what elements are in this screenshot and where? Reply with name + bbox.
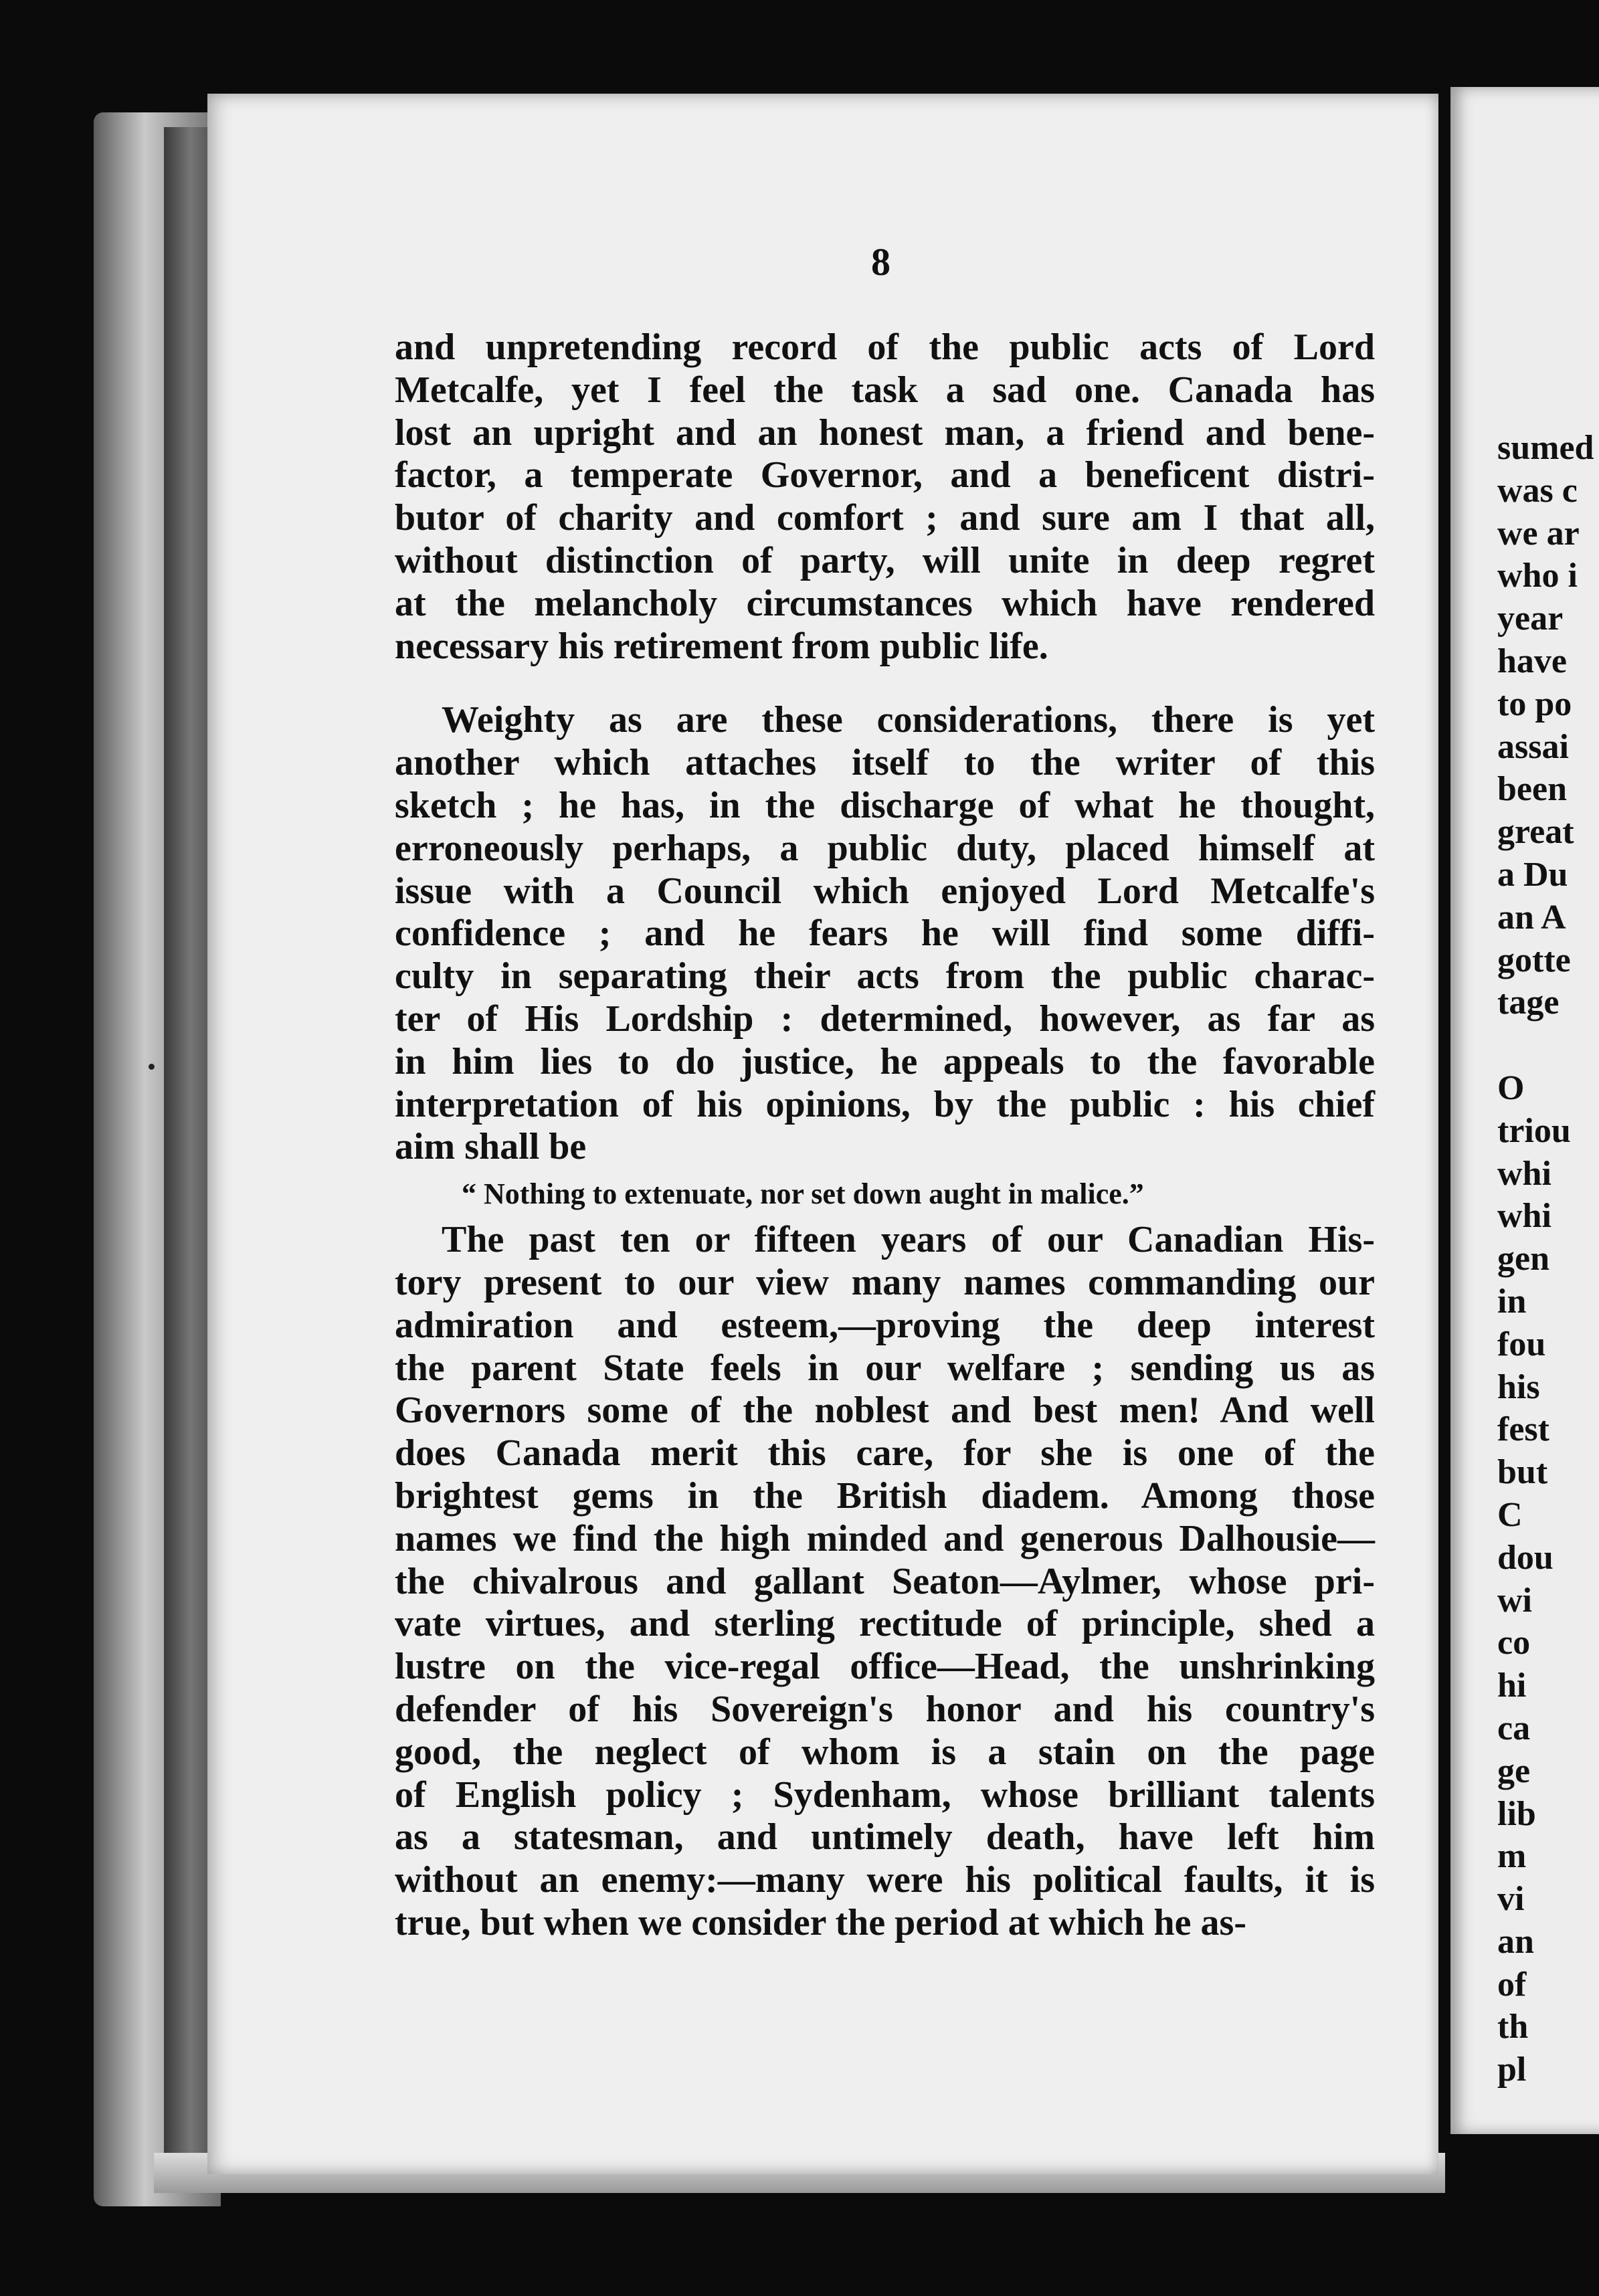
- text-line: tory present to our view many names commanding our: [395, 1261, 1375, 1303]
- text-line: necessary his retirement from public life.: [395, 625, 1048, 667]
- text-line: the parent State feels in our welfare ; sending us as: [395, 1347, 1375, 1389]
- facing-page-line: was c: [1497, 471, 1578, 510]
- facing-page-line: whi: [1497, 1154, 1551, 1193]
- paragraph-2: [395, 699, 1375, 1169]
- facing-page-line: year: [1497, 599, 1564, 638]
- text-line: confidence ; and he fears he will find some diffi-: [395, 913, 1375, 955]
- facing-page-line: [1497, 1024, 1594, 1067]
- facing-page-line: triou: [1497, 1111, 1571, 1150]
- facing-page-line: hi: [1497, 1666, 1527, 1705]
- quotation: “ Nothing to extenuate, nor set down aught in malice.”: [462, 1177, 1144, 1211]
- facing-page-line: co: [1497, 1624, 1531, 1662]
- facing-page-line: O: [1497, 1068, 1525, 1107]
- text-line: butor of charity and comfort ; and sure am I that all,: [395, 497, 1375, 539]
- text-line: another which attaches itself to the writer of this: [395, 742, 1375, 784]
- facing-page-line: an: [1497, 1922, 1534, 1961]
- text-line: brightest gems in the British diadem. Among those: [395, 1474, 1375, 1517]
- facing-page-line: been: [1497, 770, 1567, 809]
- facing-page-line: in: [1497, 1282, 1527, 1321]
- text-line: issue with a Council which enjoyed Lord Metcalfe's: [395, 870, 1375, 912]
- facing-page-line: lib: [1497, 1794, 1536, 1833]
- facing-page-line: pl: [1497, 2050, 1527, 2089]
- text-line: the chivalrous and gallant Seaton—Aylmer, whose pri-: [395, 1560, 1375, 1602]
- text-line: good, the neglect of whom is a stain on the page: [395, 1731, 1375, 1773]
- page-body: [395, 326, 1375, 1945]
- facing-page-line: vi: [1497, 1880, 1525, 1919]
- facing-page-line: gen: [1497, 1240, 1549, 1278]
- text-line: as a statesman, and untimely death, have left him: [395, 1816, 1375, 1858]
- text-line: factor, a temperate Governor, and a beneficent distri-: [395, 454, 1375, 496]
- text-line: without an enemy:—many were his political faults, it is: [395, 1859, 1375, 1901]
- text-line: sketch ; he has, in the discharge of what he thought,: [395, 784, 1375, 826]
- facing-page-line: of: [1497, 1965, 1527, 2004]
- facing-page: [1450, 87, 1599, 2134]
- facing-page-line: fest: [1497, 1410, 1549, 1449]
- paragraph-1: [395, 326, 1375, 668]
- paragraph-3: [395, 1219, 1375, 1945]
- text-line: interpretation of his opinions, by the public : his chief: [395, 1083, 1375, 1125]
- facing-page-line: we ar: [1497, 514, 1580, 553]
- facing-page-line: ca: [1497, 1709, 1531, 1747]
- facing-page-line: ge: [1497, 1751, 1531, 1790]
- facing-page-line: whi: [1497, 1197, 1551, 1236]
- text-line: admiration and esteem,—proving the deep interest: [395, 1304, 1375, 1346]
- facing-page-line: great: [1497, 813, 1574, 852]
- facing-page-line: a Du: [1497, 855, 1568, 894]
- facing-page-line: who i: [1497, 557, 1578, 595]
- facing-page-line: assai: [1497, 727, 1569, 766]
- text-line: in him lies to do justice, he appeals to the favorable: [395, 1040, 1375, 1082]
- facing-page-line: to po: [1497, 684, 1572, 723]
- facing-page-line: gotte: [1497, 941, 1571, 979]
- facing-page-line: wi: [1497, 1581, 1532, 1620]
- facing-page-line: th: [1497, 2008, 1529, 2046]
- text-line: does Canada merit this care, for she is one of the: [395, 1432, 1375, 1474]
- text-line: at the melancholy circumstances which have rendered: [395, 582, 1375, 624]
- facing-page-line: but: [1497, 1453, 1548, 1492]
- ink-speck: [149, 1064, 155, 1070]
- facing-page-line: tage: [1497, 983, 1560, 1022]
- text-line: without distinction of party, will unite in deep regret: [395, 539, 1375, 581]
- facing-page-line: his: [1497, 1367, 1540, 1406]
- facing-page-line: C: [1497, 1495, 1523, 1534]
- text-line: Weighty as are these considerations, there is yet: [442, 699, 1375, 741]
- facing-page-text: [1497, 427, 1594, 2091]
- page-number: 8: [871, 240, 890, 284]
- text-line: and unpretending record of the public acts of Lord: [395, 326, 1375, 368]
- text-line: true, but when we consider the period at which he as-: [395, 1901, 1246, 1943]
- facing-page-line: have: [1497, 642, 1567, 680]
- text-line: defender of his Sovereign's honor and his country's: [395, 1688, 1375, 1730]
- text-line: The past ten or fifteen years of our Canadian His-: [442, 1219, 1375, 1261]
- text-line: vate virtues, and sterling rectitude of principle, shed a: [395, 1603, 1375, 1645]
- text-line: of English policy ; Sydenham, whose brilliant talents: [395, 1774, 1375, 1816]
- text-line: lost an upright and an honest man, a friend and bene-: [395, 411, 1375, 454]
- text-line: ter of His Lordship : determined, however, as far as: [395, 997, 1375, 1040]
- text-line: Governors some of the noblest and best men! And well: [395, 1390, 1375, 1432]
- facing-page-line: dou: [1497, 1538, 1554, 1577]
- facing-page-line: m: [1497, 1837, 1527, 1876]
- text-line: aim shall be: [395, 1126, 587, 1168]
- text-line: erroneously perhaps, a public duty, placed himself at: [395, 827, 1375, 869]
- facing-page-line: an A: [1497, 898, 1566, 937]
- facing-page-line: fou: [1497, 1325, 1546, 1363]
- text-line: culty in separating their acts from the public charac-: [395, 955, 1375, 997]
- text-line: names we find the high minded and generous Dalhousie—: [395, 1517, 1375, 1559]
- text-line: Metcalfe, yet I feel the task a sad one. Canada has: [395, 369, 1375, 411]
- facing-page-line: sumed: [1497, 429, 1594, 467]
- text-line: lustre on the vice-regal office—Head, the unshrinking: [395, 1646, 1375, 1688]
